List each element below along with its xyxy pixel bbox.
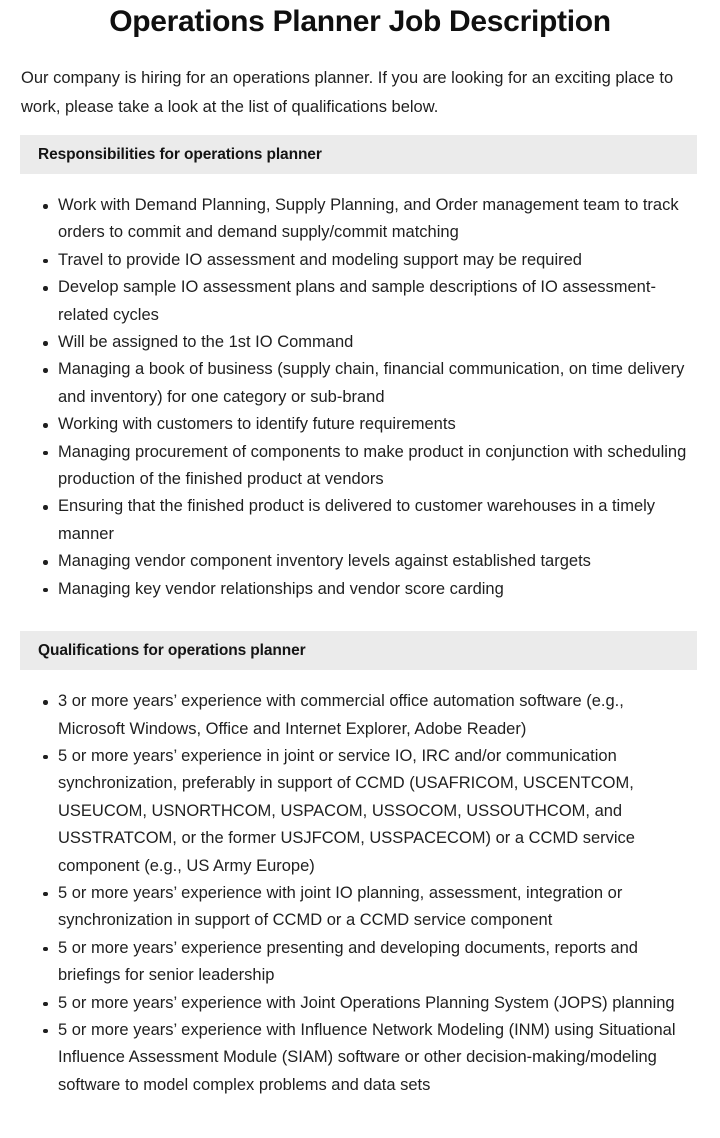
list-item: 5 or more years’ experience with Joint Operations Planning System (JOPS) planning <box>0 990 720 1017</box>
list-item: 5 or more years’ experience in joint or service IO, IRC and/or communication synchronization, preferably in support of CCMD (USAFRICOM, USCENTCOM, USEUCOM, USNORTHCOM, USPACOM, USSOCOM, USSOUTHCOM, and USSTRATCOM, or the former USJFCOM, USSPACECOM) or a CCMD service component (e.g., US Army Europe) <box>0 743 720 880</box>
list-item: Managing vendor component inventory levels against established targets <box>0 548 720 575</box>
bottom-spacer <box>0 1099 720 1123</box>
page-title: Operations Planner Job Description <box>109 5 611 38</box>
responsibilities-heading-bar <box>20 135 697 174</box>
list-item: Managing key vendor relationships and vendor score carding <box>0 576 720 603</box>
list-item: 5 or more years’ experience with joint IO planning, assessment, integration or synchronization in support of CCMD or a CCMD service component <box>0 880 720 935</box>
responsibilities-heading-label: Responsibilities for operations planner <box>38 145 322 163</box>
section-responsibilities <box>0 122 720 603</box>
qualifications-bar-wrapper <box>0 603 720 670</box>
list-item: Ensuring that the finished product is delivered to customer warehouses in a timely manner <box>0 493 720 548</box>
list-item: Will be assigned to the 1st IO Command <box>0 329 720 356</box>
intro-paragraph: Our company is hiring for an operations planner. If you are looking for an exciting place to work, please take a look at the list of qualifications below. <box>21 69 674 116</box>
list-item: Work with Demand Planning, Supply Planning, and Order management team to track orders to commit and demand supply/commit matching <box>0 192 720 247</box>
list-item: Managing a book of business (supply chain, financial communication, on time delivery and inventory) for one category or sub-brand <box>0 356 720 411</box>
responsibilities-list <box>0 174 720 603</box>
list-item: 3 or more years’ experience with commercial office automation software (e.g., Microsoft Windows, Office and Internet Explorer, Adobe Reader) <box>0 688 720 743</box>
list-item: 5 or more years’ experience presenting and developing documents, reports and briefings for senior leadership <box>0 935 720 990</box>
section-qualifications <box>0 603 720 1099</box>
responsibilities-bar-wrapper <box>0 122 720 174</box>
qualifications-list <box>0 670 720 1099</box>
qualifications-heading-label: Qualifications for operations planner <box>38 641 306 659</box>
list-item: Managing procurement of components to make product in conjunction with scheduling production of the finished product at vendors <box>0 439 720 494</box>
list-item: Working with customers to identify future requirements <box>0 411 720 438</box>
list-item: 5 or more years’ experience with Influence Network Modeling (INM) using Situational Influence Assessment Module (SIAM) software or other decision-making/modeling software to model complex problems and data sets <box>0 1017 720 1099</box>
list-item: Travel to provide IO assessment and modeling support may be required <box>0 247 720 274</box>
qualifications-heading-bar <box>20 631 697 670</box>
list-item: Develop sample IO assessment plans and sample descriptions of IO assessment-related cycles <box>0 274 720 329</box>
